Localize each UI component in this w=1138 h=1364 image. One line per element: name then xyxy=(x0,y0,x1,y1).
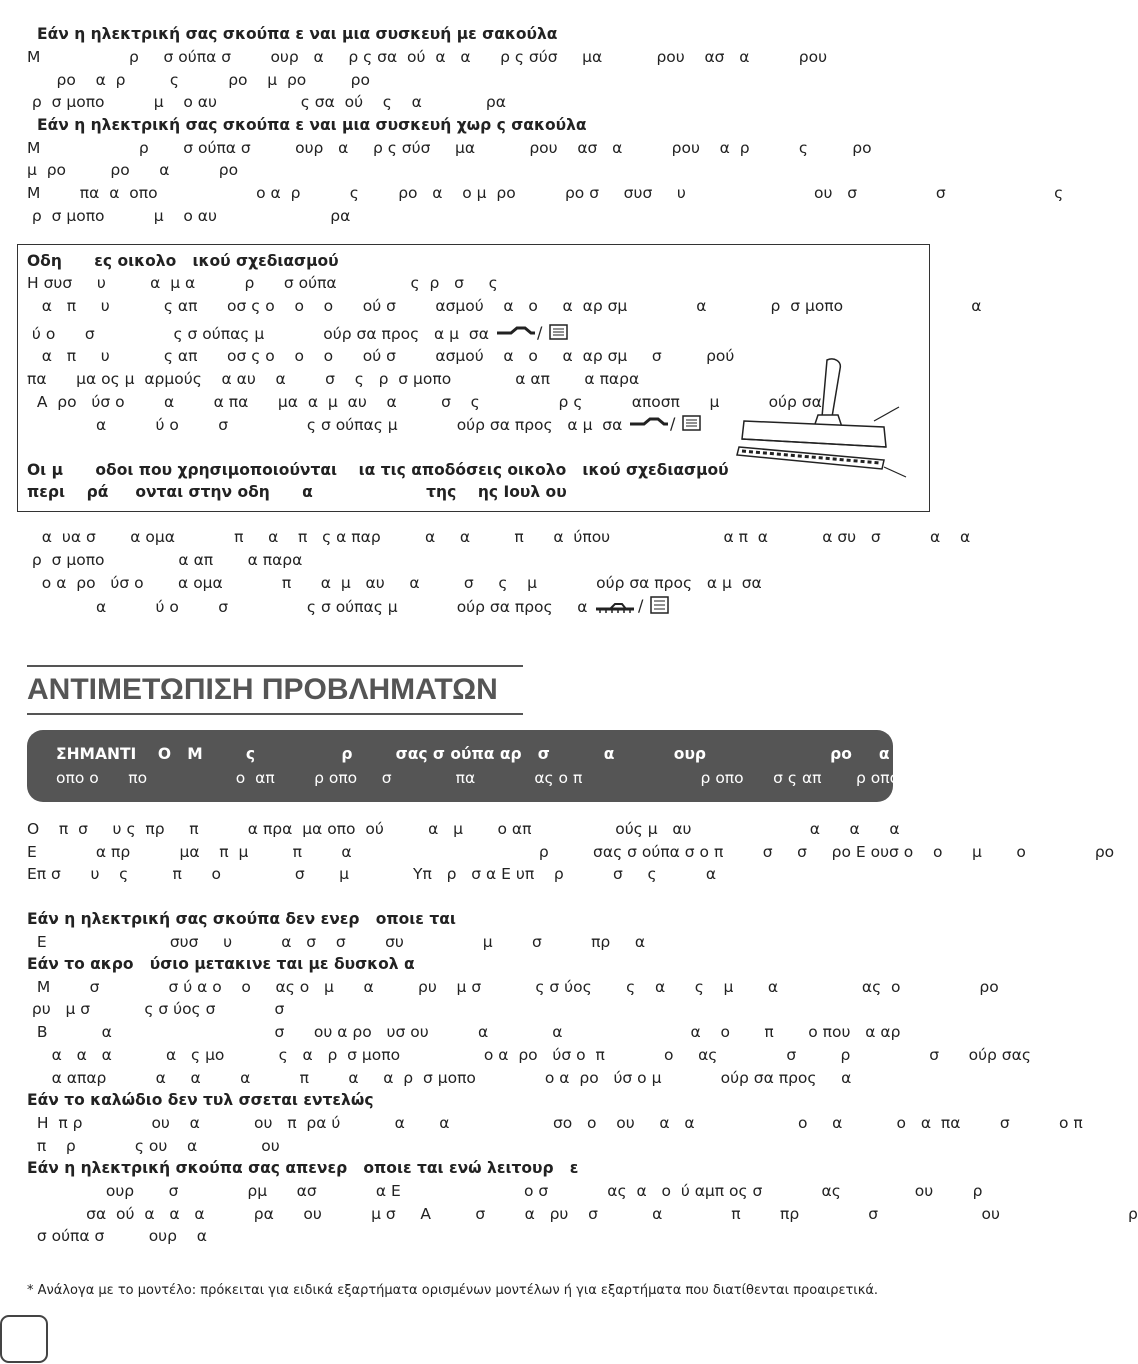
footnote: * Ανάλογα με το μοντέλο: πρόκειται για ειδικά εξαρτήματα ορισμένων μοντέλων ή για εξαρτήματα που διατίθενται προαιρετικά. xyxy=(27,1283,879,1298)
problem-4-heading: Εάν η ηλεκτρική σκούπα σας απενερ οποιε ται ενώ λειτουρ ε xyxy=(27,1159,579,1177)
floor-nozzle-icon xyxy=(495,322,570,347)
problem-4-text-3: σ ούπα σ ουρ α xyxy=(27,1227,207,1245)
ecodesign-text-4: α π υ ς απ οσ ς ο ο ο ού σ ασμού α ο α αρ σμ σ ρού xyxy=(27,347,735,365)
section-title: ΑΝΤΙΜΕΤΩΠΙΣΗ ΠΡΟΒΛΗΜΑΤΩΝ xyxy=(27,665,523,715)
svg-text:/: / xyxy=(536,323,543,342)
bagless-text-3: Μ πα α οπο ο α ρ ς ρο α ο μ ρο ρο σ συσ υ ου σ σ ς xyxy=(27,184,1064,202)
ecodesign-text-6: Α ρο ύσ ο α α πα μα α μ αυ α σ ς ρ ς αποσπ μ ούρ σα xyxy=(27,393,822,411)
problem-2-text-1: Μ σ σ ύ α ο ο ας ο μ α ρυ μ σ ς σ ύος ς α ς μ α ας ο ρο xyxy=(27,978,999,996)
important-text-1: ΣΗΜΑΝΤΙ Ο Μ ς ρ σας σ ούπα αρ σ α ουρ ρο α α πρ απ xyxy=(56,745,1033,763)
ecodesign-text-2: α π υ ς απ οσ ς ο ο ο ού σ ασμού α ο α αρ σμ α ρ σ μοπο α xyxy=(27,297,982,315)
intro-text-3: Επ σ υ ς π ο σ μ Υπ ρ σ α Ε υπ ρ σ ς α xyxy=(27,865,717,883)
bag-text-3: ρ σ μοπο μ ο αυ ς σα ού ς α ρα xyxy=(27,93,506,111)
problem-2-heading: Εάν το ακρο ύσιο μετακινε ται με δυσκολ α xyxy=(27,955,415,973)
page-number-box xyxy=(0,1315,48,1363)
bagless-text-4: ρ σ μοπο μ ο αυ ρα xyxy=(27,207,351,225)
ecodesign-text-5: πα μα ος μ αρμούς α αυ α σ ς ρ σ μοπο α απ α παρα xyxy=(27,370,640,388)
important-text-2: οπο ο πο ο απ ρ οπο σ πα ας ο π ρ οπο σ ς απ ρ οπο σ ς xyxy=(56,769,968,787)
after-text-3: ο α ρο ύσ ο α ομα π α μ αυ α σ ς μ ούρ σα προς α μ σα xyxy=(27,574,762,592)
bag-heading: Εάν η ηλεκτρική σας σκούπα ε ναι μια συσκευή με σακούλα xyxy=(37,25,558,43)
problem-1-heading: Εάν η ηλεκτρική σας σκούπα δεν ενερ οποιε ται xyxy=(27,910,456,928)
svg-text:/: / xyxy=(670,414,676,433)
bagless-text-2: μ ρο ρο α ρο xyxy=(27,161,239,179)
bagless-text-1: Μ ρ σ ούπα σ ουρ α ρ ς σύσ μα ρου ασ α ρου α ρ ς ρο xyxy=(27,139,872,157)
ecodesign-text-7: α ύ ο σ ς σ ούπας μ ούρ σα προς α μ σα / xyxy=(27,413,703,438)
ecodesign-heading: Οδη ες οικολο ικού σχεδιασμού xyxy=(27,252,339,270)
problem-4-text-2: σα ού α α α ρα ου μ σ Α σ α ρυ σ α π πρ σ ου ρ xyxy=(27,1205,1138,1223)
problem-3-text-2: π ρ ς ου α ου xyxy=(27,1137,280,1155)
floor-nozzle-illustration xyxy=(734,355,914,494)
ecodesign-note-1: Οι μ οδοι που χρησιμοποιούνται ια τις αποδόσεις οικολο ικού σχεδιασμού xyxy=(27,461,729,479)
important-box xyxy=(27,730,1033,802)
ecodesign-text-1: Η συσ υ α μ α ρ σ ούπα ς ρ σ ς xyxy=(27,274,498,292)
problem-2-text-3: Β α σ ου α ρο υσ ου α α α ο π ο που α αρ xyxy=(27,1023,901,1041)
bag-text-1: Μ ρ σ ούπα σ ουρ α ρ ς σα ού α α ρ ς σύσ μα ρου ασ α ρου xyxy=(27,48,828,66)
problem-2-text-4: α α α α ς μο ς α ρ σ μοπο ο α ρο ύσ ο π ο ας σ ρ σ ούρ σας xyxy=(27,1046,1031,1064)
problem-2-text-5: α απαρ α α α π α α ρ σ μοπο ο α ρο ύσ ο μ ούρ σα προς α xyxy=(27,1069,852,1087)
intro-text-2: Ε α πρ μα π μ π α ρ σας σ ούπα σ ο π σ σ ρο Ε ουσ ο ο μ ο ρο xyxy=(27,843,1115,861)
bagless-heading: Εάν η ηλεκτρική σας σκούπα ε ναι μια συσκευή χωρ ς σακούλα xyxy=(37,116,587,134)
brush-nozzle-icon xyxy=(594,595,674,620)
intro-text-1: Ο π σ υ ς πρ π α πρα μα οπο ού α μ ο απ ούς μ αυ α α α xyxy=(27,820,900,838)
problem-1-text: Ε συσ υ α σ σ συ μ σ πρ α xyxy=(27,933,646,951)
after-text-4: α ύ ο σ ς σ ούπας μ ούρ σα προς α / xyxy=(27,595,674,620)
svg-text:/: / xyxy=(637,596,643,615)
problem-4-text-1: ουρ σ ρμ ασ α Ε ο σ ας α ο ύ αμπ ος σ ας ου ρ xyxy=(27,1182,983,1200)
problem-2-text-2: ρυ μ σ ς σ ύος σ σ xyxy=(27,1000,285,1018)
problem-3-text-1: Η π ρ ου α ου π ρα ύ α α σο ο ου α α ο α ο α πα σ ο π xyxy=(27,1114,1083,1132)
after-text-2: ρ σ μοπο α απ α παρα xyxy=(27,551,303,569)
floor-nozzle-icon xyxy=(628,413,703,438)
ecodesign-note-2: περι ρά ονται στην οδη α της ης Ιουλ ου xyxy=(27,483,567,501)
bag-text-2: ρο α ρ ς ρο μ ρο ρο xyxy=(27,71,370,89)
after-text-1: α υα σ α ομα π α π ς α παρ α α π α ύπου α π α α συ σ α α xyxy=(27,528,971,546)
problem-3-heading: Εάν το καλώδιο δεν τυλ σσεται εντελώς xyxy=(27,1091,374,1109)
ecodesign-text-3: ύ ο σ ς σ ούπας μ ούρ σα προς α μ σα / xyxy=(27,322,570,347)
